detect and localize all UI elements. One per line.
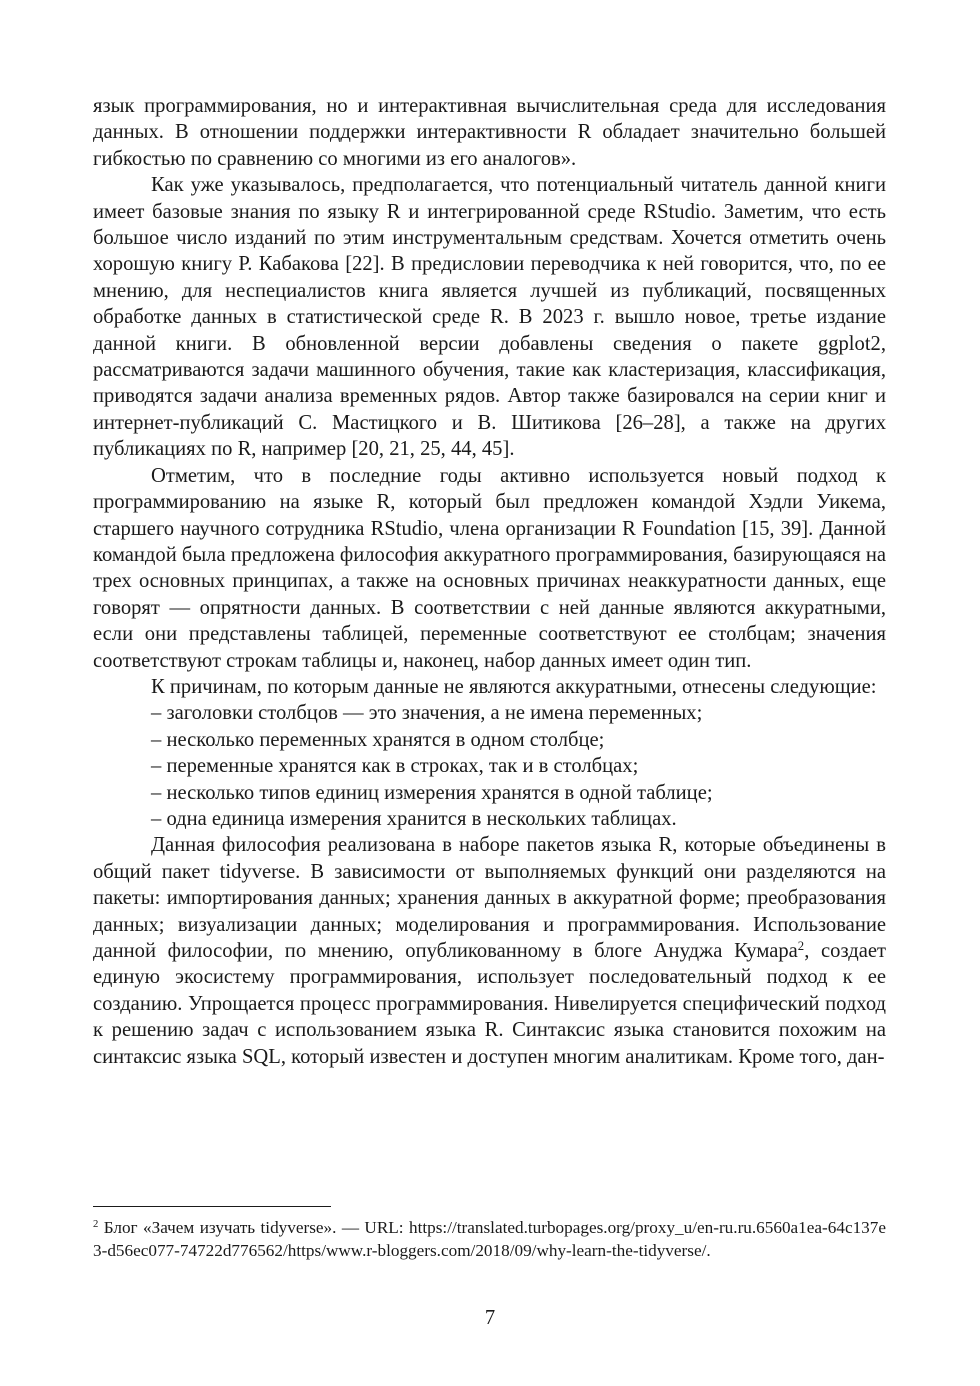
paragraph-tidyverse-part-1: Данная философия реализована в наборе пакетов языка R, которые объединены в общий пакет tidyverse. В зависимости от выполняемых функций они разделяются на пакеты: импортирования данных; хранения данных в аккуратной форме; преобразования данных; визуализации данных; моделирования и программирования. Использование данной философии, по мнению, опубликованному в блоге Ануджа Кумара bbox=[93, 834, 886, 962]
paragraph-continuation: язык программирования, но и интерактивная вычислительная среда для исследования данных. В отношении поддержки интерактивности R обладает значительно большей гибкостью по сравнению со многими из его аналогов». bbox=[93, 95, 886, 170]
main-text bbox=[93, 93, 886, 1070]
paragraph-tidyverse-part-2: , создает единую экосистему программирования, использует последовательный подход к ее созданию. Упрощается процесс программирования. Нивелируется специфический подход к решению задач с использованием языка R. Синтаксис языка становится похожим на синтаксис языка SQL, который известен и доступен многим аналитикам. Кроме того, дан- bbox=[93, 940, 886, 1068]
footnote-label: Блог «Зачем изучать tidyverse». — URL: bbox=[98, 1218, 409, 1237]
footnote-number: 2 bbox=[93, 1219, 99, 1231]
paragraph-tidyverse bbox=[93, 832, 886, 1070]
footnote-area bbox=[93, 1206, 886, 1262]
paragraph-rstudio-books: Как уже указывалось, предполагается, что потенциальный читатель данной книги имеет базовые знания по языку R и интегрированной среде RStudio. Заметим, что есть большое число изданий по этим инструментальным средствам. Хочется отметить очень хорошую книгу Р. Кабакова [22]. В предисловии переводчика к ней говорится, что, по ее мнению, для неспециалистов книга является лучшей из публикаций, посвященных обработке данных в статистической среде R. В 2023 г. вышло новое, третье издание данной книги. В обновленной версии добавлены сведения о пакете ggplot2, рассматриваются задачи машинного обучения, такие как кластеризация, классификация, приводятся задачи анализа временных рядов. Автор также базировался на серии книг и интернет-публикаций С. Мастицкого и В. Шитикова [26–28], а также на других публикациях по R, например [20, 21, 25, 44, 45]. bbox=[93, 174, 886, 461]
paragraph-untidy-reasons-intro: К причинам, по которым данные не являются аккуратными, отнесены следующие: bbox=[151, 675, 877, 698]
list-item: – одна единица измерения хранится в нескольких таблицах. bbox=[151, 807, 677, 830]
page-body bbox=[93, 93, 886, 1070]
list-item: – несколько переменных хранятся в одном столбце; bbox=[151, 728, 605, 751]
list-item: – несколько типов единиц измерения хранятся в одной таблице; bbox=[151, 781, 713, 804]
paragraph-tidy-approach: Отметим, что в последние годы активно используется новый подход к программированию на языке R, который был предложен командой Хэдли Уикема, старшего научного сотрудника RStudio, члена организации R Foundation [15, 39]. Данной командой была предложена философия аккуратного программирования, базирующаяся на трех основных принципах, а также на основных причинах неаккуратности данных, еще говорят — опрятности данных. В соответствии с ней данные являются аккуратными, если они представлены таблицей, переменные соответствуют ее столбцам; значения соответствуют строкам таблицы и, наконец, набор данных имеет один тип. bbox=[93, 464, 886, 672]
list-item: – заголовки столбцов — это значения, а не имена переменных; bbox=[151, 702, 703, 725]
footnote bbox=[93, 1217, 886, 1262]
footnote-divider bbox=[93, 1206, 331, 1207]
page-number: 7 bbox=[484, 1307, 496, 1329]
footnote-reference[interactable]: 2 bbox=[797, 938, 805, 953]
list-item: – переменные хранятся как в строках, так и в столбцах; bbox=[151, 755, 639, 778]
footnote-url[interactable]: https://translated.turbopages.org/proxy_u/en-ru.ru.6560a1ea-64c137e3-d56ec077-74722d776562/https/www.r-bloggers.com/2018/09/why-learn-the-tidyverse/. bbox=[93, 1218, 886, 1260]
